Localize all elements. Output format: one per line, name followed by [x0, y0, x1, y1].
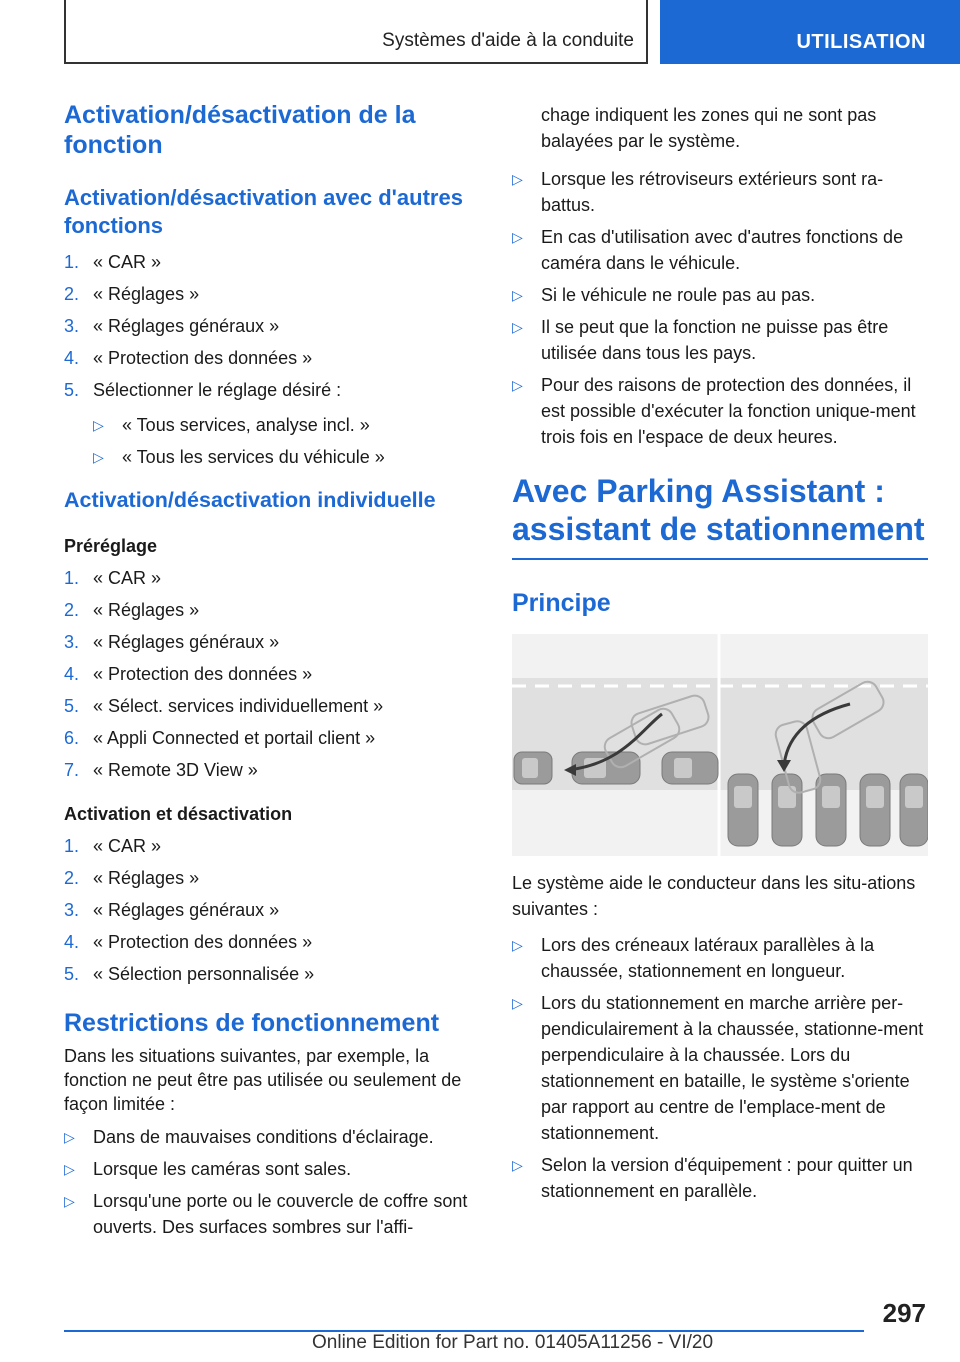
list-item: 7. « Remote 3D View » [64, 760, 258, 780]
list-item: ▷ Lorsque les caméras sont sales. [64, 1156, 480, 1182]
heading-individual: Activation/désactivation individuelle [64, 488, 436, 512]
triangle-bullet-icon: ▷ [512, 319, 523, 335]
triangle-bullet-icon: ▷ [64, 1129, 75, 1145]
page-number: 297 [882, 1298, 926, 1328]
sub-options-list [93, 412, 480, 470]
list-item: 6. « Appli Connected et portail client » [64, 728, 376, 748]
heading-with-other-functions: Activation/désactivation avec d'autres fonctions [64, 185, 463, 238]
list-item: 5. Sélectionner le réglage désiré : [64, 380, 342, 400]
triangle-bullet-icon: ▷ [512, 229, 523, 245]
restrictions-list-continued [512, 166, 928, 450]
right-column [512, 102, 928, 1210]
triangle-bullet-icon: ▷ [93, 449, 104, 465]
list-item: 4. « Protection des données » [64, 664, 313, 684]
list-item: 2. « Réglages » [64, 868, 200, 888]
list-item: ▷ Pour des raisons de protection des données, il est possible d'exécuter la fonction unique-ment trois fois en l'espace de deux heures. [512, 372, 928, 450]
principle-intro: Le système aide le conducteur dans les situ-ations suivantes : [512, 873, 916, 919]
list-with-other-functions [64, 250, 480, 410]
triangle-bullet-icon: ▷ [512, 287, 523, 303]
heading-activation: Activation/désactivation de la fonction [64, 101, 416, 159]
triangle-bullet-icon: ▷ [93, 417, 104, 433]
list-item: 5. « Sélection personnalisée » [64, 964, 315, 984]
restrictions-intro: Dans les situations suivantes, par exemple, la fonction ne peut être pas utilisée ou seulement de façon limitée : [64, 1046, 462, 1114]
restrictions-list [64, 1124, 480, 1240]
restrictions-continued: chage indiquent les zones qui ne sont pas balayées par le système. [541, 105, 877, 151]
list-item: 1. « CAR » [64, 836, 162, 856]
list-item: ▷ « Tous les services du véhicule » [93, 444, 480, 470]
left-column [64, 100, 480, 1246]
header-section-title: Systèmes d'aide à la conduite [382, 30, 634, 51]
header-tab-label: UTILISATION [796, 31, 926, 53]
header-tab-box [660, 0, 960, 64]
list-item: ▷ Lorsque les rétroviseurs extérieurs sont ra-battus. [512, 166, 928, 218]
list-item: 3. « Réglages généraux » [64, 900, 280, 920]
list-item: 1. « CAR » [64, 568, 162, 588]
heading-preset: Préréglage [64, 536, 158, 556]
list-item: 5. « Sélect. services individuellement » [64, 696, 384, 716]
list-item: ▷ Lors des créneaux latéraux parallèles à la chaussée, stationnement en longueur. [512, 932, 928, 984]
list-item: ▷ Si le véhicule ne roule pas au pas. [512, 282, 928, 308]
list-preset [64, 566, 480, 790]
triangle-bullet-icon: ▷ [64, 1161, 75, 1177]
heading-principle: Principe [512, 589, 611, 617]
header-section-box [64, 0, 648, 64]
triangle-bullet-icon: ▷ [512, 995, 523, 1011]
principle-list [512, 932, 928, 1204]
heading-parking-assistant: Avec Parking Assistant : assistant de stationnement [512, 472, 928, 560]
list-item: ▷ Il se peut que la fonction ne puisse pas être utilisée dans tous les pays. [512, 314, 928, 366]
list-item: ▷ Selon la version d'équipement : pour quitter un stationnement en parallèle. [512, 1152, 928, 1204]
list-item: ▷ Lors du stationnement en marche arrière per-pendiculairement à la chaussée, stationne-ment perpendiculaire à la chaussée. Lors du stationnement en bataille, le système s'oriente par rapport au centre de l'emplace-ment de stationnement. [512, 990, 928, 1146]
parking-illustration [512, 634, 928, 856]
parking-illustration-svg [512, 634, 928, 856]
list-item: 4. « Protection des données » [64, 932, 313, 952]
triangle-bullet-icon: ▷ [64, 1193, 75, 1209]
triangle-bullet-icon: ▷ [512, 171, 523, 187]
list-activation-deactivation [64, 834, 480, 994]
list-item: 3. « Réglages généraux » [64, 632, 280, 652]
heading-activation-deactivation: Activation et désactivation [64, 804, 293, 824]
list-item: ▷ Lorsqu'une porte ou le couvercle de coffre sont ouverts. Des surfaces sombres sur l'affi- [64, 1188, 480, 1240]
heading-restrictions: Restrictions de fonctionnement [64, 1009, 440, 1037]
list-item: 2. « Réglages » [64, 600, 200, 620]
list-item: ▷ En cas d'utilisation avec d'autres fonctions de caméra dans le véhicule. [512, 224, 928, 276]
triangle-bullet-icon: ▷ [512, 377, 523, 393]
list-item: ▷ « Tous services, analyse incl. » [93, 412, 480, 438]
triangle-bullet-icon: ▷ [512, 937, 523, 953]
list-item: ▷ Dans de mauvaises conditions d'éclairage. [64, 1124, 480, 1150]
list-item: 2. « Réglages » [64, 284, 200, 304]
list-item: 3. « Réglages généraux » [64, 316, 280, 336]
list-item: 1. « CAR » [64, 252, 162, 272]
footer-edition: Online Edition for Part no. 01405A11256 - VI/20 [312, 1332, 714, 1353]
list-item: 4. « Protection des données » [64, 348, 313, 368]
triangle-bullet-icon: ▷ [512, 1157, 523, 1173]
